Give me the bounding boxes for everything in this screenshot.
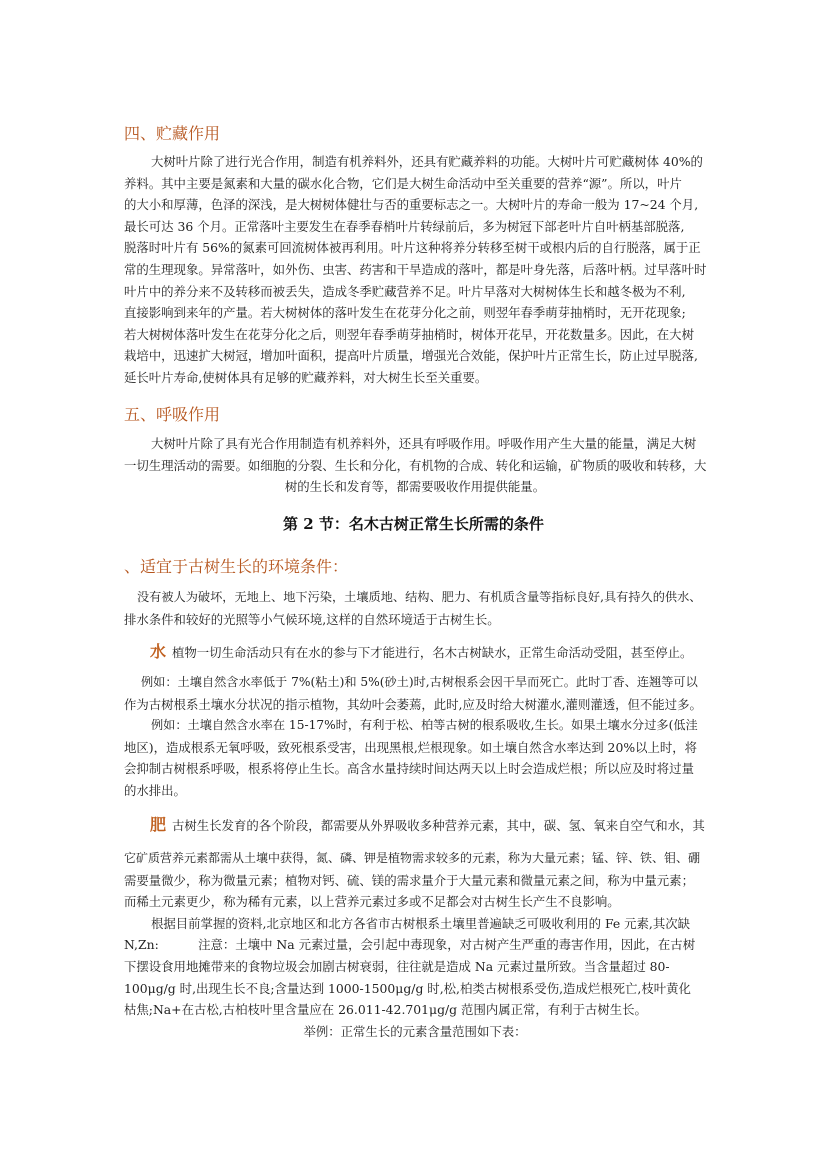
text-line: 需要量微少，称为微量元素；植物对钙、硫、镁的需求量介于大量元素和微量元素之间，称为中量元素； [124, 872, 694, 888]
text-line: 直接影响到来年的产量。若大树树体的落叶发生在花芽分化之前，则翌年春季萌芽抽梢时，无开花现象; [124, 305, 686, 321]
water-intro-text: 植物一切生命活动只有在水的参与下才能进行，名木古树缺水，正常生命活动受阻，甚至停止。 [172, 645, 693, 660]
text-line: 最长可达 36 个月。正常落叶主要发生在春季春梢叶片转绿前后，多为树冠下部老叶片自叶柄基部脱落, [124, 218, 685, 234]
text-line: 排水条件和较好的光照等小气候环境,这样的自然环境适于古树生长。 [124, 611, 500, 627]
text-line: 作为古树根系土壤水分状况的指示植物，其幼叶会萎蔫，此时,应及时给大树灌水,灌则灌透，但不能过多。 [124, 696, 702, 712]
text-line: 地区)，造成根系无氧呼吸，致死根系受害，出现黑根,烂根现象。如土壤自然含水率达到 20%以上时，将 [124, 739, 698, 755]
heading-environment: 、适宜于古树生长的环境条件： [124, 557, 349, 576]
text-line: 延长叶片寿命,使树体具有足够的贮藏养料，对大树生长至关重要。 [124, 369, 488, 385]
water-intro [124, 641, 706, 664]
water-char: 水 [150, 642, 167, 661]
text-line: 一切生理活动的需要。如细胞的分裂、生长和分化，有机物的合成、转化和运输，矿物质的吸收和转移，大 [124, 457, 707, 473]
text-line: 常的生理现象。异常落叶，如外伤、虫害、药害和干旱造成的落叶，都是叶身先落，后落叶柄。过早落叶时 [124, 261, 707, 277]
text-line: 而稀土元素更少，称为稀有元素，以上营养元素过多或不足都会对古树生长产生不良影响。 [124, 894, 620, 910]
text-line: 没有被人为破坏，无地上、地下污染，土壤质地、结构、肥力、有机质含量等指标良好,具有持久的供水、 [137, 590, 702, 604]
text-line: 的水排出。 [124, 782, 186, 798]
paragraph-storage [124, 151, 706, 389]
example-line: 举例：正常生长的元素含量范围如下表： [303, 1023, 527, 1039]
text-line: 下摆设食用地摊带来的食物垃圾会加剧古树衰弱，往往就是造成 Na 元素过量所致。当含量超过 80- [124, 958, 670, 974]
text-line: 例如：土壤自然含水率在 15-17%时，有利于松、柏等古树的根系吸收,生长。如果土壤水分过多(低洼 [151, 718, 698, 733]
text-line: 会抑制古树根系呼吸，根系将停止生长。高含水量持续时间达两天以上时会造成烂根；所以应及时将过量 [124, 761, 694, 777]
fert-char: 肥 [150, 815, 167, 834]
text-line: 脱落时叶片有 56%的氮素可回流树体被再利用。叶片这种将养分转移至树干或根内后的自行脱落，属于正 [124, 240, 701, 256]
text-line: 它矿质营养元素都需从土壤中获得，氮、磷、钾是植物需求较多的元素，称为大量元素；锰、锌、铁、钼、硼 [124, 851, 701, 865]
text-line: 根据目前掌握的资料,北京地区和北方各省市古树根系土壤里普遍缺乏可吸收利用的 Fe 元素,其次缺 [151, 915, 691, 931]
paragraph-respiration [124, 433, 706, 498]
text-line: 养料。其中主要是氮素和大量的碳水化合物，它们是大树生命活动中至关重要的营养“源”。所以，叶片 [124, 175, 682, 191]
text-line: 叶片中的养分来不及转移而被丢失，造成冬季贮藏营养不足。叶片早落对大树树体生长和越冬极为不利, [124, 283, 686, 299]
paragraph-fertilizer [124, 848, 706, 1042]
text-line: 大树叶片除了进行光合作用，制造有机养料外，还具有贮藏养料的功能。大树叶片可贮藏树体 40%的 [151, 154, 703, 169]
paragraph-environment [124, 587, 706, 630]
text-line: 栽培中，迅速扩大树冠，增加叶面积，提高叶片质量，增强光合效能，保护叶片正常生长，防止过早脱落, [124, 348, 698, 364]
text-line: 例如：土壤自然含水率低于 7%(粘土)和 5%(砂土)时,古树根系会因干旱而死亡。此时丁香、连翘等可以 [141, 675, 698, 689]
heading-respiration: 五、呼吸作用 [124, 405, 221, 424]
text-line: 大树叶片除了具有光合作用制造有机养料外，还具有呼吸作用。呼吸作用产生大量的能量，满足大树 [151, 436, 697, 451]
text-line: 若大树树体落叶发生在花芽分化之后，则翌年春季萌芽抽梢时，树体开花早，开花数量多。因此，在大树 [124, 326, 694, 342]
text-line: N,Zn: 注意：土壤中 Na 元素过量，会引起中毒现象，对古树产生严重的毒害作用，因此，在古树 [124, 937, 696, 953]
section-title: 第 2 节：名木古树正常生长所需的条件 [283, 515, 544, 533]
text-line: 的大小和厚薄，色泽的深浅，是大树树体健壮与否的重要标志之一。大树叶片的寿命一般为 17~24 个月, [124, 197, 699, 213]
water-intro-line [124, 641, 706, 664]
fert-intro-text: 古树生长发育的各个阶段，都需要从外界吸收多种营养元素，其中，碳、氢、氧来自空气和水，其 [172, 818, 705, 833]
text-line: 枯焦;Na+在古松,古柏枝叶里含量应在 26.011-42.701μg/g 范围内属正常，有利于古树生长。 [124, 1002, 647, 1018]
text-line: 100μg/g 时,出现生长不良;含量达到 1000-1500μg/g 时,松,柏类古树根系受伤,造成烂根死亡,枝叶黄化 [124, 980, 691, 996]
fert-intro [124, 814, 706, 837]
paragraph-water [124, 672, 706, 802]
heading-storage: 四、贮藏作用 [124, 124, 221, 143]
text-line: 树的生长和发育等，都需要吸收作用提供能量。 [284, 479, 546, 495]
fert-intro-line [124, 814, 706, 837]
